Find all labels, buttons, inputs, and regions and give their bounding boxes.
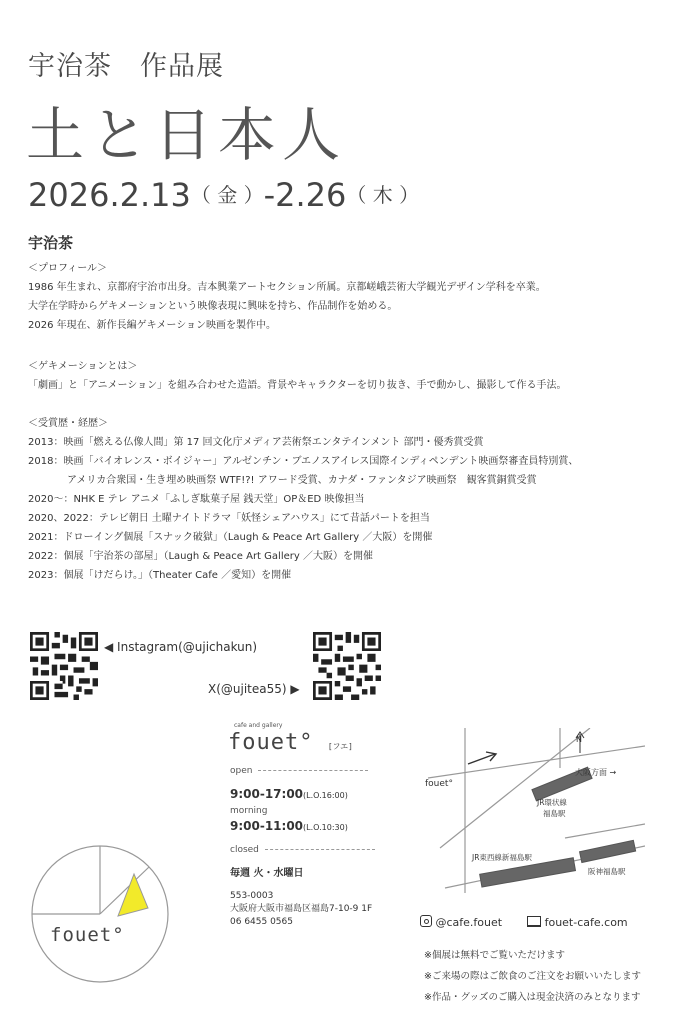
exhibition-dates — [28, 176, 419, 214]
award-item: アメリカ合衆国・生き埋め映画祭 WTF!?! アワード受賞、カナダ・ファンタジア映画祭 観客賞銅賞受賞 — [67, 475, 537, 486]
address: 大阪府大阪市福島区福島7-10-9 1F — [230, 904, 373, 914]
laptop-icon — [527, 916, 541, 927]
map-station-hanshin: 阪神福島駅 — [588, 867, 626, 876]
award-item: 2018：映画「バイオレンス・ボイジャー」アルゼンチン・ブエノスアイレス国際インディペンデント映画祭審査員特別賞、 — [28, 456, 579, 467]
instagram-label[interactable]: ◀ Instagram(@ujichakun) — [104, 640, 258, 654]
open-hours-text: 9:00-17:00 — [230, 787, 304, 801]
station-name: 福島駅 — [543, 809, 566, 818]
morning-hours-text: 9:00-11:00 — [230, 819, 304, 833]
open-lastorder: (L.O.16:00) — [303, 791, 348, 800]
cafe-circle-logo-icon — [30, 844, 170, 984]
note-item: ※個展は無料でご覧いただけます — [424, 950, 565, 961]
open-header — [230, 766, 368, 776]
date-separator: - — [263, 176, 276, 214]
cafe-instagram-link[interactable]: @cafe.fouet — [435, 916, 503, 929]
closed-label: closed — [230, 845, 259, 855]
profile-section — [28, 259, 546, 335]
map-shop-label: fouet° — [425, 779, 453, 789]
x-label[interactable]: X(@ujitea55) ▶ — [208, 682, 300, 696]
award-item: 2020、2022：テレビ朝日 土曜ナイトドラマ「妖怪シェアハウス」にて昔話パートを担当 — [28, 513, 430, 524]
station-line-name: JR環状線 — [537, 798, 567, 807]
open-divider — [258, 770, 368, 771]
closed-days: 毎週 火・水曜日 — [230, 868, 304, 879]
profile-line: 大学在学時からゲキメーションという映像表現に興味を持ち、作品制作を始める。 — [28, 301, 398, 312]
morning-lastorder: (L.O.10:30) — [303, 823, 348, 832]
profile-line: 2026 年現在、新作長編ゲキメーション映画を製作中。 — [28, 320, 277, 331]
instagram-qr-code-icon[interactable] — [30, 632, 98, 700]
note-item: ※作品・グッズのご購入は現金決済のみとなります — [424, 992, 641, 1003]
date-start-day: （ 金 ） — [190, 183, 264, 207]
closed-divider — [265, 849, 375, 850]
artist-name: 宇治茶 — [28, 234, 74, 252]
award-item: 2021：ドローイング個展「スナック破獄」（Laugh & Peace Art Gallery ／大阪）を開催 — [28, 532, 433, 543]
map-direction-label: 大阪方面 → — [575, 768, 617, 777]
notes-block — [424, 945, 641, 1008]
exhibition-subtitle: 宇治茶 作品展 — [28, 51, 224, 82]
cafe-links — [420, 915, 628, 929]
postal-code: 553-0003 — [230, 891, 274, 901]
gekimation-heading: ＜ゲキメーションとは＞ — [28, 361, 138, 372]
cafe-name-kana: [フエ] — [327, 742, 353, 751]
awards-heading: ＜受賞歴・経歴＞ — [28, 418, 108, 429]
map-station-jr-tozai: JR東西線新福島駅 — [472, 853, 532, 862]
open-hours — [230, 787, 348, 801]
profile-heading: ＜プロフィール＞ — [28, 263, 107, 274]
awards-section — [28, 414, 578, 585]
award-item: 2023：個展「けだらけ。」（Theater Cafe ／愛知）を開催 — [28, 570, 292, 581]
gekimation-section — [28, 357, 567, 395]
phone-number[interactable]: 06 6455 0565 — [230, 917, 293, 927]
closed-header — [230, 845, 375, 855]
note-item: ※ご来場の際はご飲食のご注文をお願いいたします — [424, 971, 641, 982]
date-end: 2.26 — [275, 176, 347, 214]
exhibition-title: 土と日本人 — [26, 101, 347, 169]
map-station-jr-loop — [537, 797, 567, 819]
award-item: 2020～：NHK E テレ アニメ「ふしぎ駄菓子屋 銭天堂」OP＆ED 映像担当 — [28, 494, 365, 505]
map-north-label: N — [576, 735, 582, 744]
cafe-name-text: fouet° — [228, 730, 314, 755]
circle-logo-text: fouet° — [50, 924, 125, 946]
profile-line: 1986 年生まれ、京都府宇治市出身。吉本興業アートセクション所属。京都嵯峨芸術大学観光デザイン学科を卒業。 — [28, 282, 546, 293]
x-qr-code-icon[interactable] — [313, 632, 381, 700]
date-start: 2026.2.13 — [28, 176, 191, 214]
gekimation-line: 「劇画」と「アニメーション」を組み合わせた造語。背景やキャラクターを切り抜き、手で動かし、撮影して作る手法。 — [28, 380, 567, 391]
open-label: open — [230, 766, 253, 776]
award-item: 2022：個展「宇治茶の部屋」（Laugh & Peace Art Gallery ／大阪）を開催 — [28, 551, 373, 562]
cafe-name — [228, 730, 353, 755]
instagram-icon — [420, 915, 432, 927]
award-item: 2013：映画「燃える仏像人間」第 17 回文化庁メディア芸術祭エンタテインメント 部門・優秀賞受賞 — [28, 437, 484, 448]
cafe-tagline: cafe and gallery — [234, 722, 283, 729]
morning-label: morning — [230, 806, 268, 816]
cafe-address-block — [230, 890, 372, 929]
date-end-day: （ 木 ） — [346, 183, 420, 207]
morning-hours — [230, 819, 348, 833]
cafe-web-link[interactable]: fouet-cafe.com — [544, 916, 628, 929]
